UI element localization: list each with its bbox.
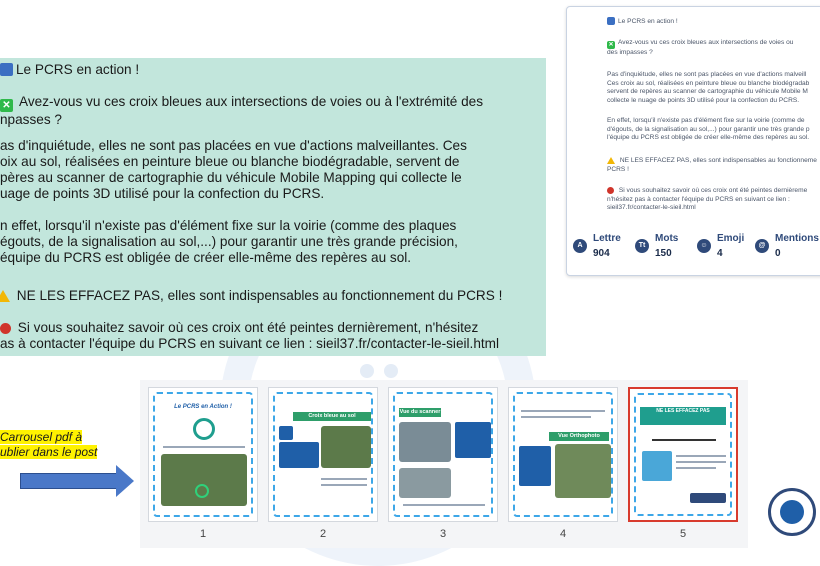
preview-question: ✕ Avez-vous vu ces croix bleues aux intersections de voies ou des impasses ? xyxy=(607,39,794,56)
phone-emoji-icon xyxy=(607,187,614,194)
post-paragraph-1: as d'inquiétude, elles ne sont pas placées en vue d'actions malveillantes. Ces oix au sol, réalisées en peinture bleue ou blanche biodégradable, servent de pères au scanner de cartographie du véhicule Mobile Mapping qui collecte le uage de points 3D utilisé pour la confection du PCRS. xyxy=(0,138,467,201)
slide-number: 5 xyxy=(679,528,687,540)
post-paragraph-2: n effet, lorsqu'il n'existe pas d'élément fixe sur la voirie (comme des plaques égouts, de la signalisation au sol,...) pour garantir une très grande précision, équipe du PCRS est obligée de créer elle-même des repères au sol. xyxy=(0,218,458,265)
warning-emoji-icon xyxy=(0,290,10,302)
slide-text xyxy=(403,504,485,506)
preview-paragraph-1: Pas d'inquiétude, elles ne sont pas placées en vue d'actions malveill Ces croix au sol, réalisées en peinture bleue ou blanche biodégradab servent de repères au scanner de cartographie du véhicule Mobile M collecte le nuage de points 3D utilisé pour la confection du PCRS. xyxy=(607,71,810,104)
slide-photo xyxy=(161,454,247,506)
check-emoji-icon: ✕ xyxy=(608,42,614,48)
post-contact: Si vous souhaitez savoir où ces croix ont été peintes dernièrement, n'hésitez as à contacter l'équipe du PCRS en suivant ce lien : sieil37.fr/contacter-le-sieil.html xyxy=(0,320,500,351)
carousel-slide-3[interactable] xyxy=(388,387,498,522)
slide-text xyxy=(652,439,716,441)
arrow-head-icon xyxy=(116,465,134,497)
slide-text xyxy=(676,461,726,463)
post-text-panel xyxy=(0,58,546,356)
phone-emoji-icon xyxy=(0,323,11,334)
slide-title: Le PCRS en Action ! xyxy=(174,404,232,410)
word-count-icon: Tt xyxy=(635,239,649,253)
preview-stats: A Lettre 904 Tt Mots 150 ☺ Emoji 4 @ Mentions 0 xyxy=(573,233,820,263)
slide-number: 3 xyxy=(439,528,447,540)
slide-photo xyxy=(321,426,371,468)
background-dot xyxy=(384,364,398,378)
post-warning: NE LES EFFACEZ PAS, elles sont indispensables au fonctionnement du PCRS ! xyxy=(0,288,556,304)
slide-text xyxy=(321,478,367,480)
post-preview-card xyxy=(566,6,820,276)
partner-logo xyxy=(690,493,726,503)
qr-icon xyxy=(642,451,672,481)
carousel-slide-5[interactable] xyxy=(628,387,738,522)
check-emoji-icon: ✕ xyxy=(0,99,13,112)
slide-text-box xyxy=(279,442,319,468)
slide-photo xyxy=(555,444,611,498)
slide-text xyxy=(321,484,367,486)
preview-warning: NE LES EFFACEZ PAS, elles sont indispensables au fonctionneme PCRS ! xyxy=(607,157,817,173)
slide-title: Vue du scanner xyxy=(399,409,441,415)
emoji-count-icon: ☺ xyxy=(697,239,711,253)
target-icon xyxy=(193,418,215,440)
preview-paragraph-2: En effet, lorsqu'il n'existe pas d'élément fixe sur la voirie (comme de d'égouts, de la signalisation au sol,...) pour garantir une très grande p l'équipe du PCRS est obligée de créer elle-même des repères au sol. xyxy=(607,117,810,142)
slide-text xyxy=(521,410,605,412)
gear-icon xyxy=(780,500,804,524)
slide-number: 2 xyxy=(319,528,327,540)
slide-title: Croix bleue au sol xyxy=(293,412,371,421)
background-dot xyxy=(360,364,374,378)
book-emoji-icon xyxy=(0,63,13,76)
carousel-note: Carrousel pdf à ublier dans le post xyxy=(0,430,98,459)
slide-title: Vue Orthophoto xyxy=(549,432,609,441)
post-title: Le PCRS en action ! xyxy=(16,62,140,77)
step-badge xyxy=(279,426,293,440)
book-emoji-icon xyxy=(607,17,615,25)
post-title-line xyxy=(0,62,560,78)
slide-number: 1 xyxy=(199,528,207,540)
slide-text xyxy=(521,416,591,418)
carousel-slide-2[interactable] xyxy=(268,387,378,522)
marker-icon xyxy=(195,484,209,498)
preview-title: Le PCRS en action ! xyxy=(607,17,820,27)
slide-text-box xyxy=(519,446,551,486)
slide-text xyxy=(676,455,726,457)
slide-text xyxy=(163,446,245,448)
letter-count-icon: A xyxy=(573,239,587,253)
carousel-thumbnails xyxy=(140,380,748,548)
slide-photo xyxy=(399,422,451,462)
mention-count-icon: @ xyxy=(755,239,769,253)
slide-number: 4 xyxy=(559,528,567,540)
slide-title: NE LES EFFACEZ PAS xyxy=(640,407,726,425)
carousel-slide-4[interactable] xyxy=(508,387,618,522)
brand-logo xyxy=(768,488,816,536)
slide-text xyxy=(676,467,716,469)
post-question: ✕ Avez-vous vu ces croix bleues aux intersections de voies ou à l'extrémité des npasses ? xyxy=(0,94,484,127)
preview-contact: Si vous souhaitez savoir où ces croix ont été peintes dernièreme n'hésitez pas à contacter l'équipe du PCRS en suivant ce lien : sieil37.fr/contacter-le-sieil.html xyxy=(607,187,808,212)
arrow-right-icon xyxy=(20,473,118,489)
slide-photo xyxy=(399,468,451,498)
warning-emoji-icon xyxy=(607,157,615,164)
slide-text-box xyxy=(455,422,491,458)
carousel-slide-1[interactable] xyxy=(148,387,258,522)
